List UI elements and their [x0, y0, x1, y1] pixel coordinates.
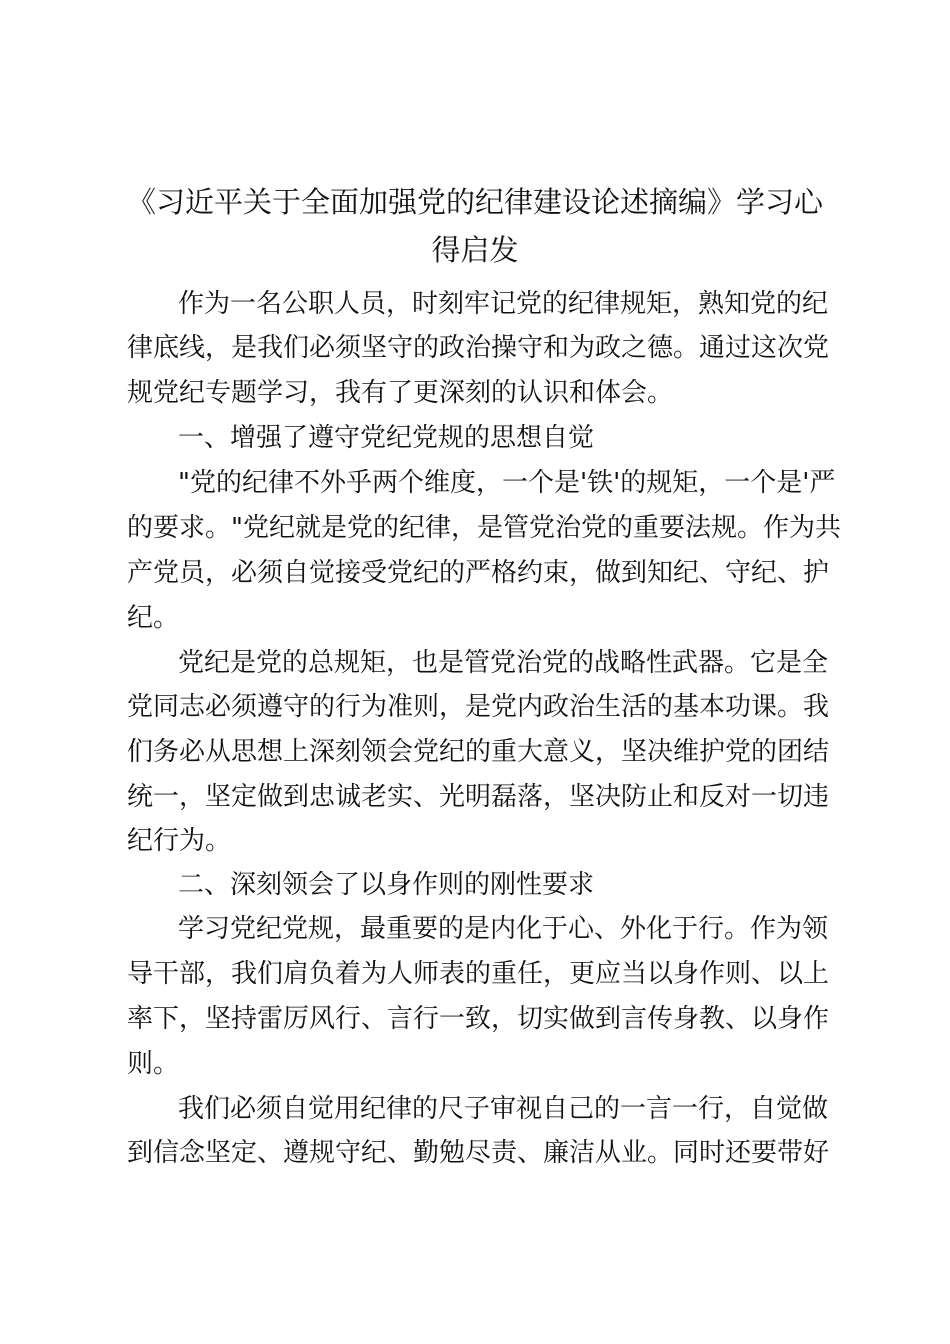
body-line: 党纪是党的总规矩，也是管党治党的战略性武器。它是全	[178, 648, 829, 678]
body-line: 统一，坚定做到忠诚老实、光明磊落，坚决防止和反对一切违	[127, 782, 830, 812]
body-line: 导干部，我们肩负着为人师表的重任，更应当以身作则、以上	[127, 959, 830, 989]
body-line: 到信念坚定、遵规守纪、勤勉尽责、廉洁从业。同时还要带好	[127, 1138, 830, 1168]
body-line: 率下，坚持雷厉风行、言行一致，切实做到言传身教、以身作	[127, 1004, 830, 1034]
body-line: 纪。	[127, 603, 180, 633]
body-line: "党的纪律不外乎两个维度，一个是'铁'的规矩，一个是'严	[178, 468, 836, 498]
document-title-line-2: 得启发	[431, 233, 519, 267]
body-line: 党同志必须遵守的行为准则，是党内政治生活的基本功课。我	[127, 692, 830, 722]
body-line: 纪行为。	[127, 826, 232, 856]
body-line: 规党纪专题学习，我有了更深刻的认识和体会。	[127, 378, 674, 408]
body-line: 作为一名公职人员，时刻牢记党的纪律规矩，熟知党的纪	[178, 289, 829, 319]
section-heading-1: 一、增强了遵守党纪党规的思想自觉	[178, 423, 595, 453]
body-line: 则。	[127, 1049, 180, 1079]
body-line: 律底线，是我们必须坚守的政治操守和为政之德。通过这次党	[127, 333, 830, 363]
section-heading-2: 二、深刻领会了以身作则的刚性要求	[178, 870, 595, 900]
body-line: 学习党纪党规，最重要的是内化于心、外化于行。作为领	[178, 914, 829, 944]
body-line: 们务必从思想上深刻领会党纪的重大意义，坚决维护党的团结	[127, 737, 830, 767]
document-title-line-1: 《习近平关于全面加强党的纪律建设论述摘编》学习心	[126, 185, 823, 219]
body-line: 产党员，必须自觉接受党纪的严格约束，做到知纪、守纪、护	[127, 558, 830, 588]
body-line: 的要求。"党纪就是党的纪律，是管党治党的重要法规。作为共	[127, 513, 841, 543]
body-line: 我们必须自觉用纪律的尺子审视自己的一言一行，自觉做	[178, 1094, 829, 1124]
